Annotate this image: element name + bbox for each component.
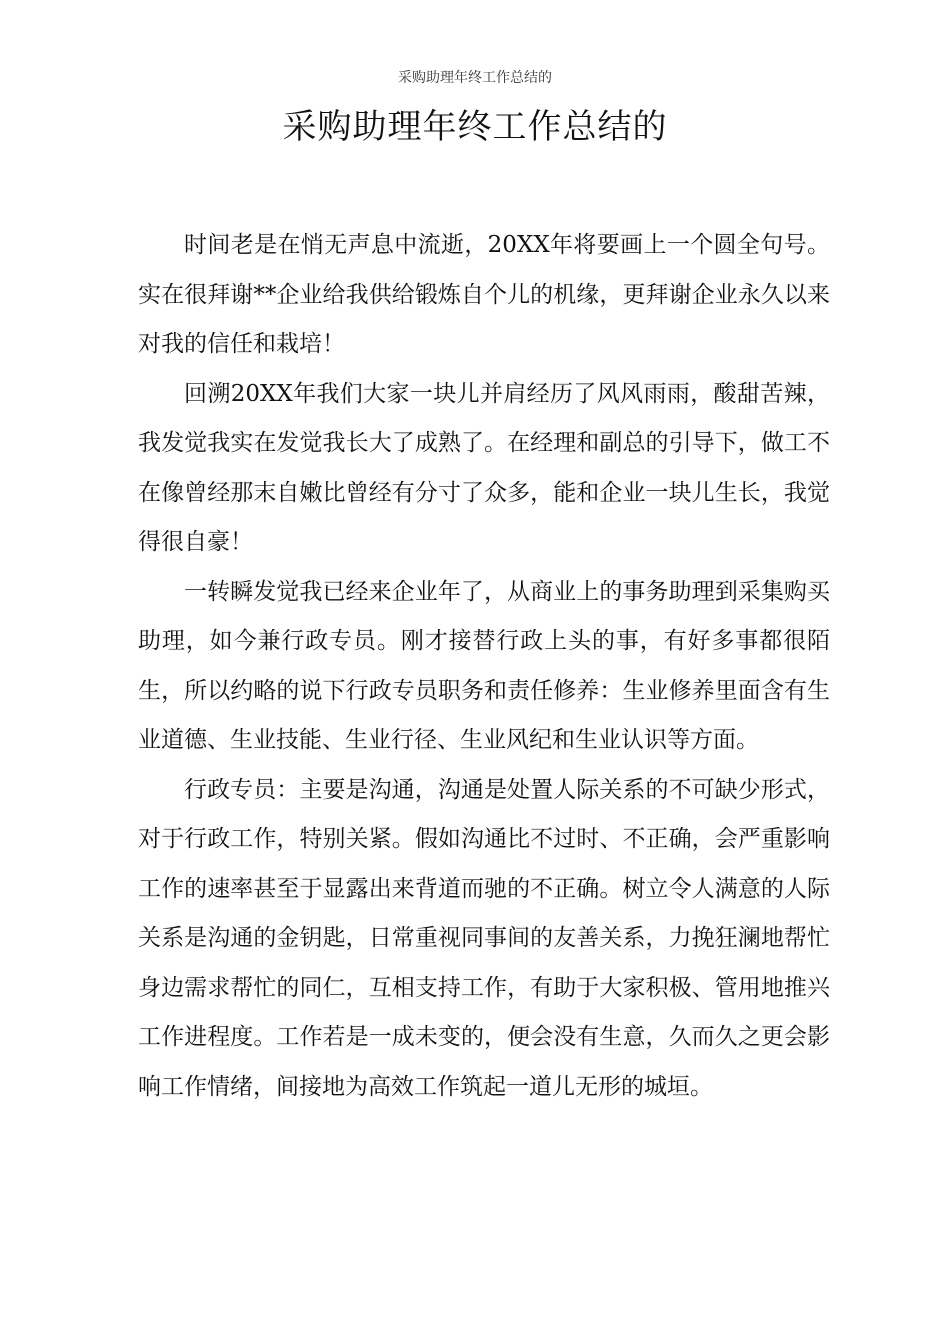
paragraph-1: 时间老是在悄无声息中流逝，20XX年将要画上一个圆全句号。实在很拜谢**企业给我供给锻炼自个儿的机缘，更拜谢企业永久以来对我的信任和栽培！ bbox=[138, 232, 830, 357]
document-body bbox=[138, 221, 830, 1112]
running-header: 采购助理年终工作总结的 bbox=[398, 70, 552, 86]
document-title: 采购助理年终工作总结的 bbox=[282, 107, 668, 147]
paragraph-2: 回溯20XX年我们大家一块儿并肩经历了风风雨雨，酸甜苦辣，我发觉我实在发觉我长大了成熟了。在经理和副总的引导下，做工不在像曾经那末自嫩比曾经有分寸了众多，能和企业一块儿生长，我觉得很自豪！ bbox=[138, 380, 830, 555]
paragraph-4: 行政专员：主要是沟通，沟通是处置人际关系的不可缺少形式，对于行政工作，特别关紧。假如沟通比不过时、不正确，会严重影响工作的速率甚至于显露出来背道而驰的不正确。树立令人满意的人际关系是沟通的金钥匙，日常重视同事间的友善关系，力挽狂澜地帮忙身边需求帮忙的同仁，互相支持工作，有助于大家积极、管用地推兴工作进程度。工作若是一成未变的，便会没有生意，久而久之更会影响工作情绪，间接地为高效工作筑起一道儿无形的城垣。 bbox=[138, 776, 830, 1100]
paragraph-3: 一转瞬发觉我已经来企业年了，从商业上的事务助理到采集购买助理，如今兼行政专员。刚才接替行政上头的事，有好多事都很陌生，所以约略的说下行政专员职务和责任修养：生业修养里面含有生业道德、生业技能、生业行径、生业风纪和生业认识等方面。 bbox=[138, 578, 830, 753]
